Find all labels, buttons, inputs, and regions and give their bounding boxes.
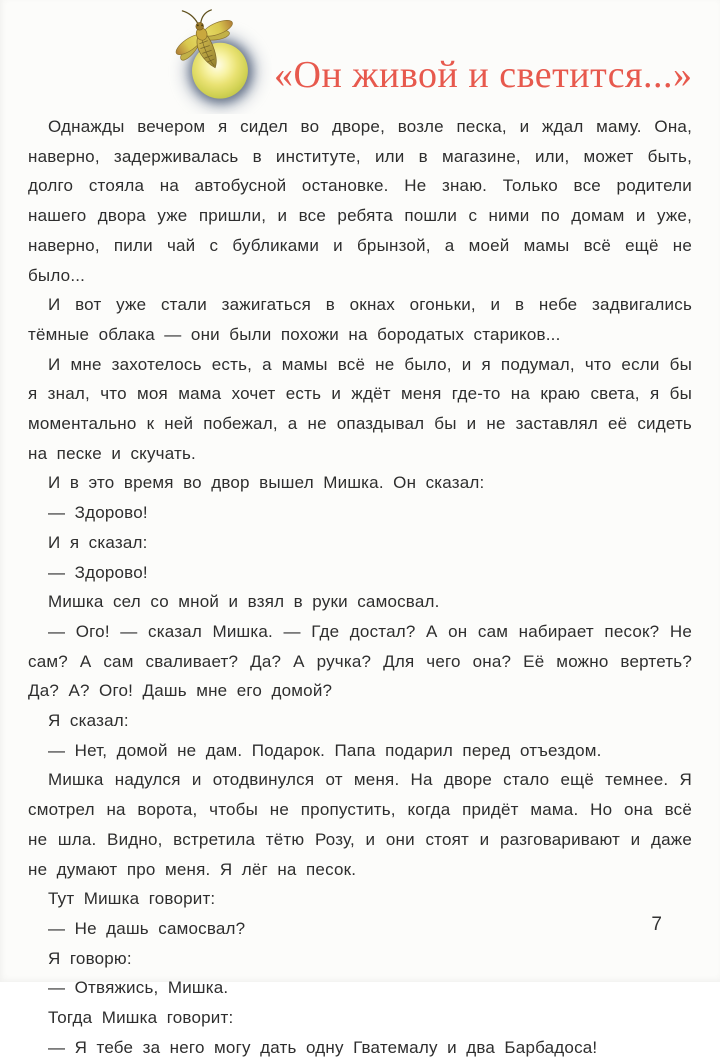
story-paragraph: Однажды вечером я сидел во дворе, возле песка, и ждал маму. Она, наверно, задерживалась в институте, или в магазине, или, может быть, долго стояла на автобусной остановке. Не знаю. Только все родители нашего двора уже пришли, и все ребята пошли с ними по домам и уже, наверно, пили чай с бубликами и брынзой, а моей мамы всё ещё не было... xyxy=(28,117,692,285)
story-paragraph: И мне захотелось есть, а мамы всё не было, и я подумал, что если бы я знал, что моя мама хочет есть и ждёт меня где-то на краю света, я бы моментально к ней побежал, а не опаздывал бы и не заставлял её сидеть на песке и скучать. xyxy=(28,354,692,463)
story-paragraph: Мишка надулся и отодвинулся от меня. На дворе стало ещё темнее. Я смотрел на ворота, чтобы не пропустить, когда придёт мама. Но она всё не шла. Видно, встретила тётю Розу, и они стоят и разговаривают и даже не думают про меня. Я лёг на песок. xyxy=(28,770,692,879)
story-paragraph: — Отвяжись, Мишка. xyxy=(48,978,229,998)
story-paragraph: — Ого! — сказал Мишка. — Где достал? А он сам набирает песок? Не сам? А сам сваливает? Да? А ручка? Для чего она? Её можно вертеть? Да? А? Ого! Дашь мне его домой? xyxy=(28,621,692,701)
story-paragraph: — Я тебе за него могу дать одну Гватемалу и два Барбадоса! xyxy=(48,1037,598,1057)
story-title: «Он живой и светится...» xyxy=(274,54,693,96)
page-number: 7 xyxy=(651,914,662,935)
story-paragraph: И я сказал: xyxy=(48,532,148,552)
story-paragraph: Я говорю: xyxy=(48,948,132,968)
story-paragraph: — Не дашь самосвал? xyxy=(48,918,246,938)
story-paragraph: Я сказал: xyxy=(48,711,129,731)
firefly-illustration xyxy=(166,8,272,114)
story-paragraph: — Здорово! xyxy=(48,503,148,523)
story-text xyxy=(28,112,692,1063)
story-paragraph: И в это время во двор вышел Мишка. Он сказал: xyxy=(48,473,485,493)
story-paragraph: Тогда Мишка говорит: xyxy=(48,1008,234,1028)
story-paragraph: И вот уже стали зажигаться в окнах огоньки, и в небе задвигались тёмные облака — они были похожи на бородатых стариков... xyxy=(28,295,692,344)
story-paragraph: Тут Мишка говорит: xyxy=(48,889,216,909)
firefly-icon xyxy=(166,8,272,114)
story-paragraph: — Нет, домой не дам. Подарок. Папа подарил перед отъездом. xyxy=(48,740,602,760)
story-paragraph: Мишка сел со мной и взял в руки самосвал. xyxy=(48,592,440,612)
story-paragraph: — Здорово! xyxy=(48,562,148,582)
